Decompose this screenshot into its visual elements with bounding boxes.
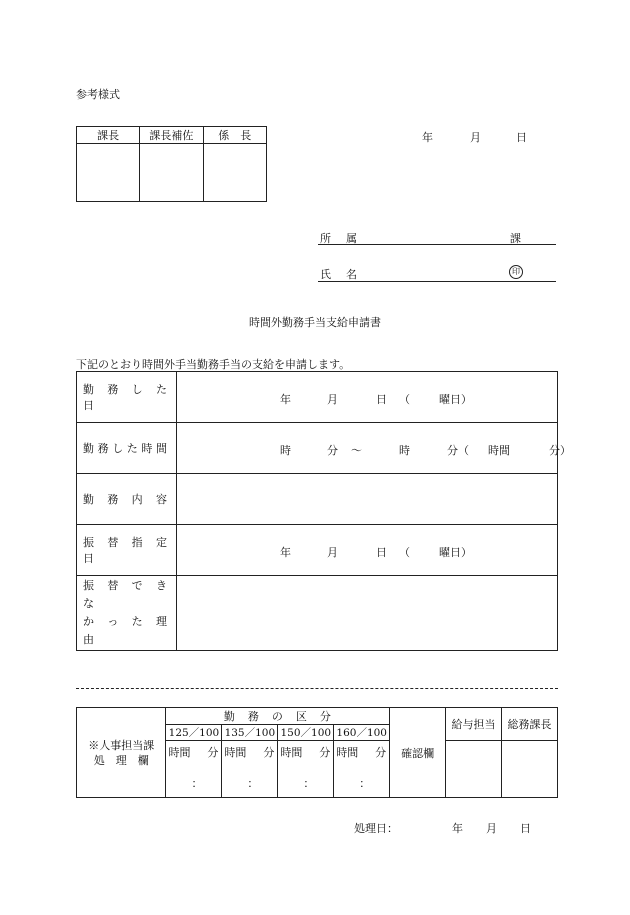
substitute-date-field[interactable] bbox=[177, 525, 558, 576]
work-content-label: 勤 務 内 容 bbox=[77, 474, 177, 525]
intro-text: 下記のとおり時間外手当勤務手当の支給を申請します。 bbox=[76, 358, 351, 371]
work-time-end-min: 分（ bbox=[447, 444, 469, 457]
approval-col-section-chief: 課長 bbox=[77, 127, 140, 144]
work-date-field[interactable] bbox=[177, 372, 558, 423]
work-date-weekday: 曜日） bbox=[439, 393, 472, 406]
approval-stamp-box[interactable] bbox=[140, 144, 203, 202]
work-time-tilde: ～ bbox=[351, 444, 362, 457]
substitute-date-weekday: 曜日） bbox=[439, 546, 472, 559]
work-date-day: 日 bbox=[376, 393, 387, 406]
approval-col-subsection-chief: 係 長 bbox=[203, 127, 266, 144]
approval-stamp-table bbox=[76, 126, 267, 202]
substitute-date-year: 年 bbox=[280, 546, 291, 559]
work-category-header: 勤 務 の 区 分 bbox=[166, 708, 390, 725]
rate-135: 135／100 bbox=[222, 725, 278, 741]
confirm-column: 確認欄 bbox=[390, 708, 446, 798]
approval-stamp-box[interactable] bbox=[77, 144, 140, 202]
name-label: 氏 名 bbox=[320, 268, 359, 281]
rate-160: 160／100 bbox=[334, 725, 390, 741]
rate-125-entry[interactable]: 時間 分 ： bbox=[166, 741, 222, 798]
document-form-code: 参考様式 bbox=[76, 88, 120, 101]
cut-line-divider bbox=[76, 688, 558, 689]
processed-year: 年 bbox=[452, 822, 463, 835]
rate-150: 150／100 bbox=[278, 725, 334, 741]
rate-125: 125／100 bbox=[166, 725, 222, 741]
manager-header: 総務課長 bbox=[502, 708, 558, 741]
rate-160-entry[interactable]: 時間 分 ： bbox=[334, 741, 390, 798]
approval-col-deputy-chief: 課長補佐 bbox=[140, 127, 203, 144]
substitute-date-month: 月 bbox=[327, 546, 338, 559]
processed-day: 日 bbox=[520, 822, 531, 835]
hr-processing-table bbox=[76, 707, 558, 798]
approval-stamp-box[interactable] bbox=[203, 144, 266, 202]
work-time-field[interactable] bbox=[177, 423, 571, 474]
application-form-table bbox=[76, 371, 571, 651]
work-date-paren: （ bbox=[399, 393, 410, 406]
hr-section-label: ※人事担当課 処 理 欄 bbox=[77, 708, 166, 798]
processed-date-label: 処理日： bbox=[354, 822, 398, 835]
work-time-start-min: 分 bbox=[327, 444, 338, 457]
payroll-stamp-box[interactable] bbox=[446, 741, 502, 798]
substitute-date-day: 日 bbox=[376, 546, 387, 559]
work-date-month: 月 bbox=[327, 393, 338, 406]
substitute-date-paren: （ bbox=[399, 546, 410, 559]
affiliation-label: 所 属 bbox=[320, 232, 359, 245]
affiliation-suffix: 課 bbox=[510, 232, 521, 245]
rate-150-entry[interactable]: 時間 分 ： bbox=[278, 741, 334, 798]
date-month-label: 月 bbox=[470, 131, 481, 144]
work-time-total-mins: 分） bbox=[549, 444, 571, 457]
date-day-label: 日 bbox=[516, 131, 527, 144]
substitute-date-label: 振 替 指 定 日 bbox=[77, 525, 177, 576]
work-time-total-hours: 時間 bbox=[488, 444, 510, 457]
payroll-header: 給与担当 bbox=[446, 708, 502, 741]
processed-month: 月 bbox=[486, 822, 497, 835]
manager-stamp-box[interactable] bbox=[502, 741, 558, 798]
form-title: 時間外勤務手当支給申請書 bbox=[249, 316, 381, 329]
work-date-label: 勤 務 し た 日 bbox=[77, 372, 177, 423]
work-date-year: 年 bbox=[280, 393, 291, 406]
rate-135-entry[interactable]: 時間 分 ： bbox=[222, 741, 278, 798]
date-year-label: 年 bbox=[422, 131, 433, 144]
work-time-start-hour: 時 bbox=[280, 444, 291, 457]
work-time-label: 勤務した時間 bbox=[77, 423, 177, 474]
work-time-end-hour: 時 bbox=[399, 444, 410, 457]
reason-field[interactable] bbox=[177, 576, 558, 651]
reason-label: 振 替 で き な か っ た 理 由 bbox=[77, 576, 177, 651]
work-content-field[interactable] bbox=[177, 474, 558, 525]
seal-mark: 印 bbox=[509, 265, 523, 279]
